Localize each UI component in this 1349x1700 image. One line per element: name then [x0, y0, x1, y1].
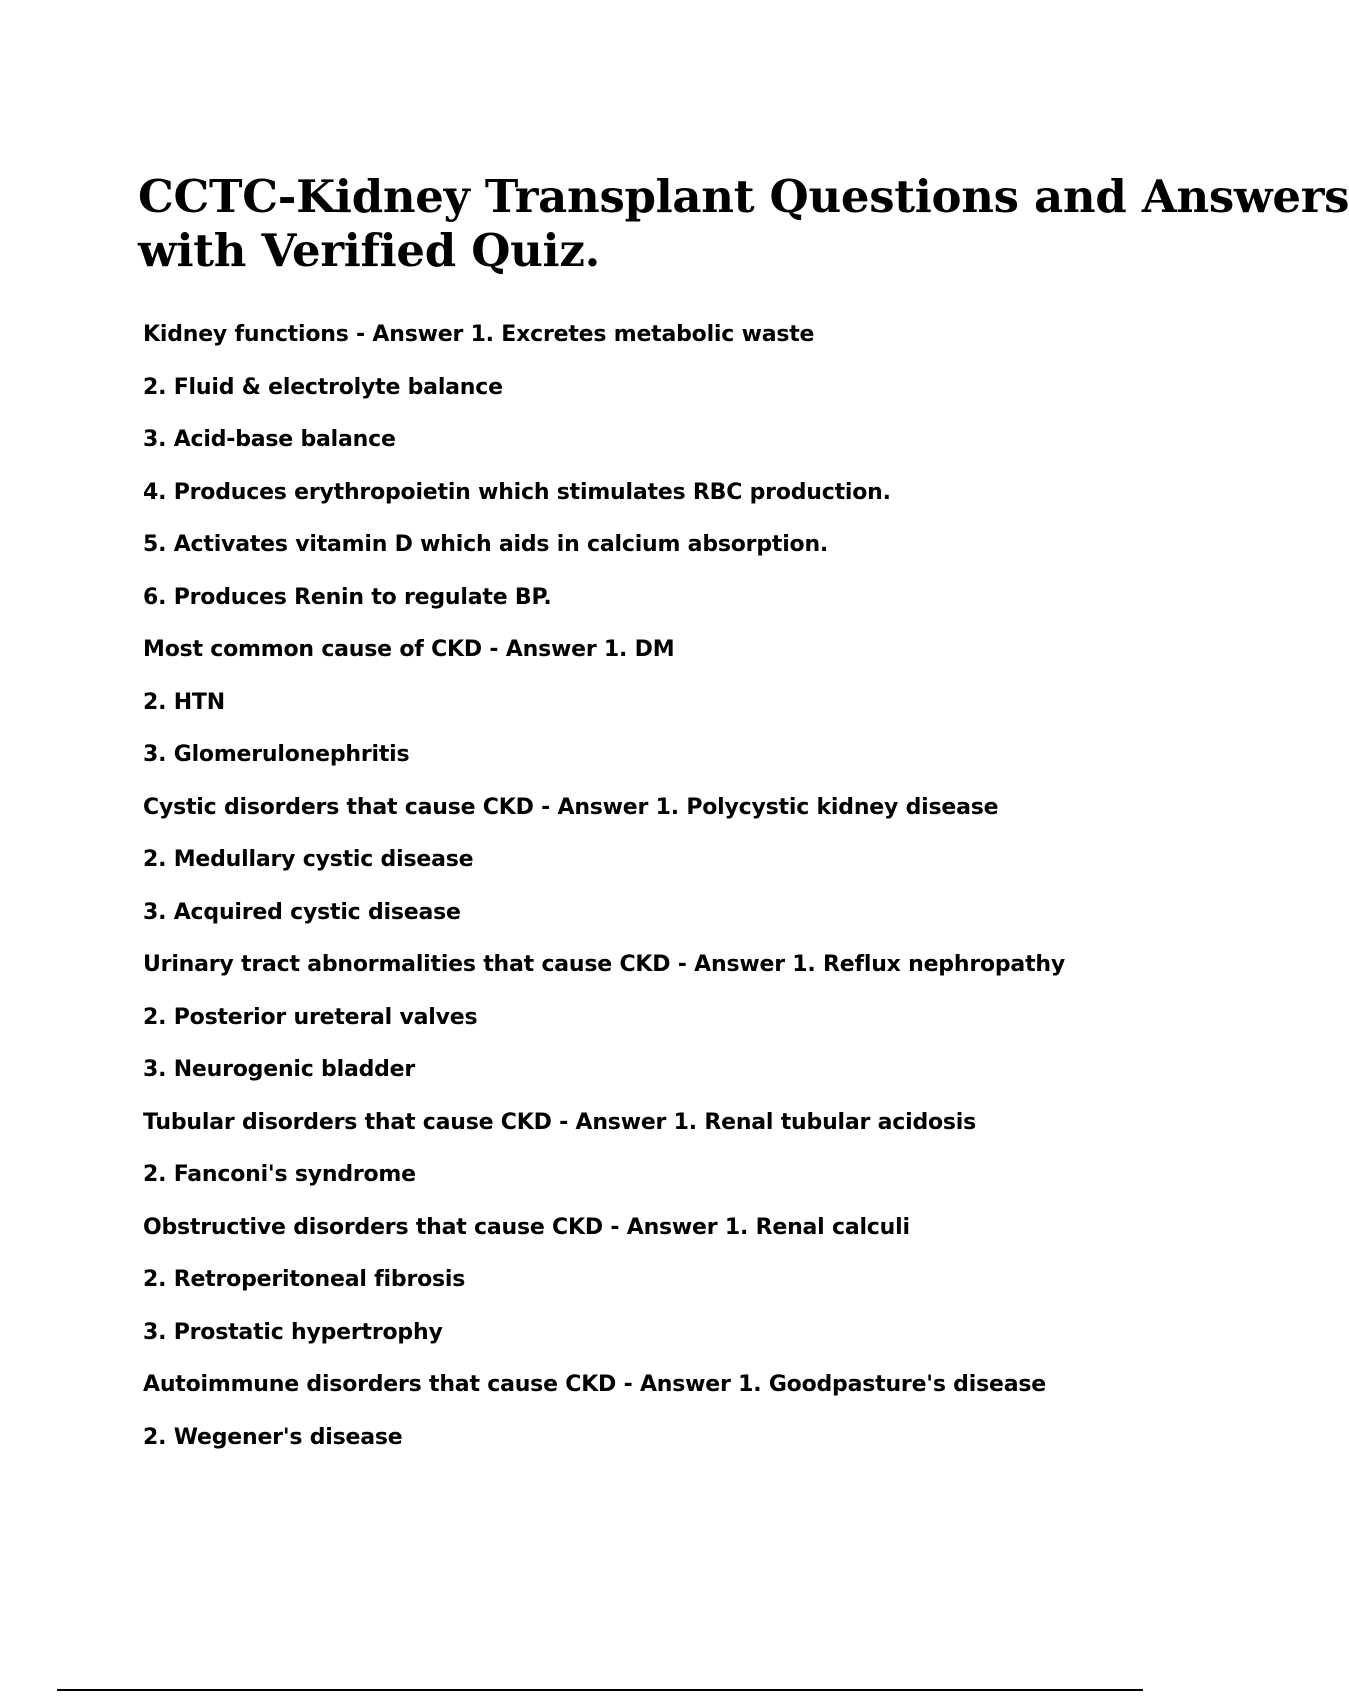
qa-line: 3. Acid-base balance	[143, 427, 396, 452]
qa-line: 3. Acquired cystic disease	[143, 899, 461, 925]
qa-line: Most common cause of CKD - Answer 1. DM	[143, 637, 675, 662]
qa-line: Urinary tract abnormalities that cause CKD - Answer 1. Reflux nephropathy	[143, 952, 1065, 977]
qa-line: 3. Prostatic hypertrophy	[143, 1319, 443, 1345]
qa-line: 3. Neurogenic bladder	[143, 1057, 416, 1082]
qa-line: Obstructive disorders that cause CKD - Answer 1. Renal calculi	[143, 1214, 910, 1240]
footer-divider	[57, 1689, 1143, 1691]
qa-line: 2. Retroperitoneal fibrosis	[143, 1267, 466, 1292]
qa-line: Cystic disorders that cause CKD - Answer 1. Polycystic kidney disease	[143, 794, 999, 820]
page-title-line-1: CCTC-Kidney Transplant Questions and Answers	[138, 170, 1349, 223]
page-title	[138, 170, 1349, 278]
qa-line: 2. Fluid & electrolyte balance	[143, 374, 503, 400]
qa-line: Kidney functions - Answer 1. Excretes metabolic waste	[143, 322, 815, 347]
qa-line: Autoimmune disorders that cause CKD - Answer 1. Goodpasture's disease	[143, 1372, 1046, 1397]
qa-line: 2. Medullary cystic disease	[143, 847, 474, 872]
qa-line: 2. Posterior ureteral valves	[143, 1004, 478, 1030]
qa-line: 4. Produces erythropoietin which stimulates RBC production.	[143, 479, 891, 505]
qa-line: 2. HTN	[143, 689, 225, 715]
qa-line: 3. Glomerulonephritis	[143, 742, 410, 767]
qa-line: 6. Produces Renin to regulate BP.	[143, 584, 552, 610]
qa-line: 5. Activates vitamin D which aids in calcium absorption.	[143, 532, 829, 557]
qa-list	[143, 321, 1143, 1476]
qa-line: Tubular disorders that cause CKD - Answer 1. Renal tubular acidosis	[143, 1109, 977, 1135]
page-title-line-2: with Verified Quiz.	[138, 224, 600, 277]
qa-line: 2. Wegener's disease	[143, 1424, 403, 1450]
qa-line: 2. Fanconi's syndrome	[143, 1162, 416, 1187]
